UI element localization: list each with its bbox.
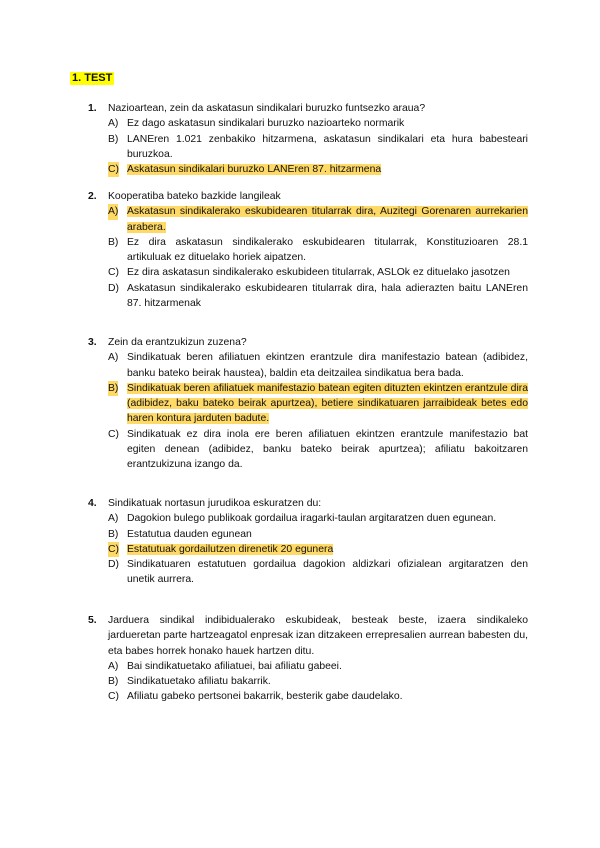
option-label: C) — [108, 267, 119, 279]
question-3 — [88, 335, 528, 473]
question-number: 2. — [88, 191, 97, 202]
options-list — [108, 204, 528, 311]
option-text: Estatutuak gordailutzen direnetik 20 egunera — [127, 543, 334, 555]
question-2 — [88, 189, 528, 311]
option-b — [108, 132, 528, 163]
options-list — [108, 659, 528, 705]
options-list — [108, 511, 528, 587]
option-a — [108, 350, 528, 381]
options-list — [108, 116, 528, 177]
option-label: A) — [108, 660, 119, 672]
option-text: Dagokion bulego publikoak gordailua iragarki-taulan argitaratzen duen egunean. — [127, 513, 497, 525]
option-label: D) — [108, 559, 119, 571]
question-5 — [88, 613, 528, 705]
option-label: D) — [108, 282, 119, 294]
option-text: Sindikatuak beren afiliatuen ekintzen erantzule dira manifestazio batean (adibidez, banku bateko beirak haustea), baldin eta deitzailea sindikatua bera bada. — [127, 352, 528, 379]
option-label: C) — [108, 691, 119, 703]
option-b — [108, 527, 528, 542]
question-text: Zein da erantzukizun zuzena? — [108, 337, 247, 348]
option-c-correct — [108, 162, 528, 177]
option-label: C) — [108, 542, 119, 557]
option-label: C) — [108, 428, 119, 440]
option-label: B) — [108, 236, 119, 248]
option-text: Sindikatuaren estatutuen gordailua dagokion aldizkari ofizialean argitaratzen den unetik aurrera. — [127, 559, 528, 586]
option-text: Sindikatuetako afiliatu bakarrik. — [127, 676, 271, 688]
option-b — [108, 674, 528, 689]
option-label: A) — [108, 513, 119, 525]
option-c-correct — [108, 542, 528, 557]
option-text: Askatasun sindikalerako eskubidearen titularrak dira, hala adierazten baitu LANEren 87. hitzarmenak — [127, 282, 528, 310]
option-a — [108, 659, 528, 674]
option-d — [108, 557, 528, 588]
option-text: LANEren 1.021 zenbakiko hitzarmena, askatasun sindikalari eta hura babesteari buruzkoa. — [127, 133, 528, 160]
option-d — [108, 281, 528, 312]
question-number: 1. — [88, 103, 97, 114]
option-text: Ez dira askatasun sindikalerako eskubideen titularrak, ASLOk ez dituelako jasotzen — [127, 267, 510, 279]
option-label: A) — [108, 118, 119, 130]
page-title: 1. TEST — [72, 72, 113, 84]
option-b — [108, 235, 528, 266]
option-label: A) — [108, 204, 118, 219]
option-text: Sindikatuak beren afiliatuek manifestazio batean egiten dituzten ekintzen erantzule dira (adibidez, baku bateko beirak apurtzea), betiere sindikatuaren jarraibideak betes edo haren kontura jarduten badute. — [127, 382, 528, 425]
question-number: 5. — [88, 615, 97, 626]
question-text: Sindikatuak nortasun jurudikoa eskuratzen du: — [108, 498, 322, 509]
option-a — [108, 116, 528, 131]
options-list — [108, 350, 528, 472]
option-c — [108, 265, 528, 280]
question-4 — [88, 496, 528, 588]
option-label: A) — [108, 352, 119, 364]
option-c — [108, 689, 528, 704]
option-label: C) — [108, 162, 119, 177]
option-a-correct — [108, 204, 528, 235]
option-text: Ez dago askatasun sindikalari buruzko nazioarteko normarik — [127, 118, 405, 130]
question-1 — [88, 101, 528, 177]
option-c — [108, 427, 528, 473]
question-text: Kooperatiba bateko bazkide langileak — [108, 191, 281, 202]
question-text: Jarduera sindikal indibidualerako eskubideak, besteak beste, izaera sindikaleko jardueretan parte hartzeagatol enpresak izan ditzakeen errepresalien aurrean babesten du, eta babes horrek honako hauek hartzen ditu. — [108, 615, 528, 657]
option-text: Ez dira askatasun sindikalerako eskubidearen titularrak, Konstituzioaren 28.1 artikuluak ez dituelako horiek aipatzen. — [127, 236, 528, 264]
option-text: Estatutua dauden egunean — [127, 528, 252, 540]
option-a — [108, 511, 528, 526]
option-text: Sindikatuak ez dira inola ere beren afiliatuen ekintzen erantzule manifestazio bat egiten denean (adibidez, banku bateko beirak apurtzea); afiliatu bakoitzaren erantzukizuna izango da. — [127, 428, 528, 471]
option-label: B) — [108, 133, 119, 145]
question-text: Nazioartean, zein da askatasun sindikalari buruzko funtsezko araua? — [108, 103, 426, 114]
option-text: Askatasun sindikalerako eskubidearen titularrak dira, Auzitegi Gorenaren aurrekarien arabera. — [127, 206, 528, 233]
option-label: B) — [108, 528, 119, 540]
option-text: Bai sindikatuetako afiliatuei, bai afiliatu gabeei. — [127, 660, 342, 672]
option-label: B) — [108, 381, 118, 396]
option-label: B) — [108, 676, 119, 688]
question-number: 3. — [88, 337, 97, 348]
option-b-correct — [108, 381, 528, 427]
question-number: 4. — [88, 498, 97, 509]
option-text: Afiliatu gabeko pertsonei bakarrik, besterik gabe daudelako. — [127, 691, 403, 703]
option-text: Askatasun sindikalari buruzko LANEren 87. hitzarmena — [127, 164, 382, 176]
